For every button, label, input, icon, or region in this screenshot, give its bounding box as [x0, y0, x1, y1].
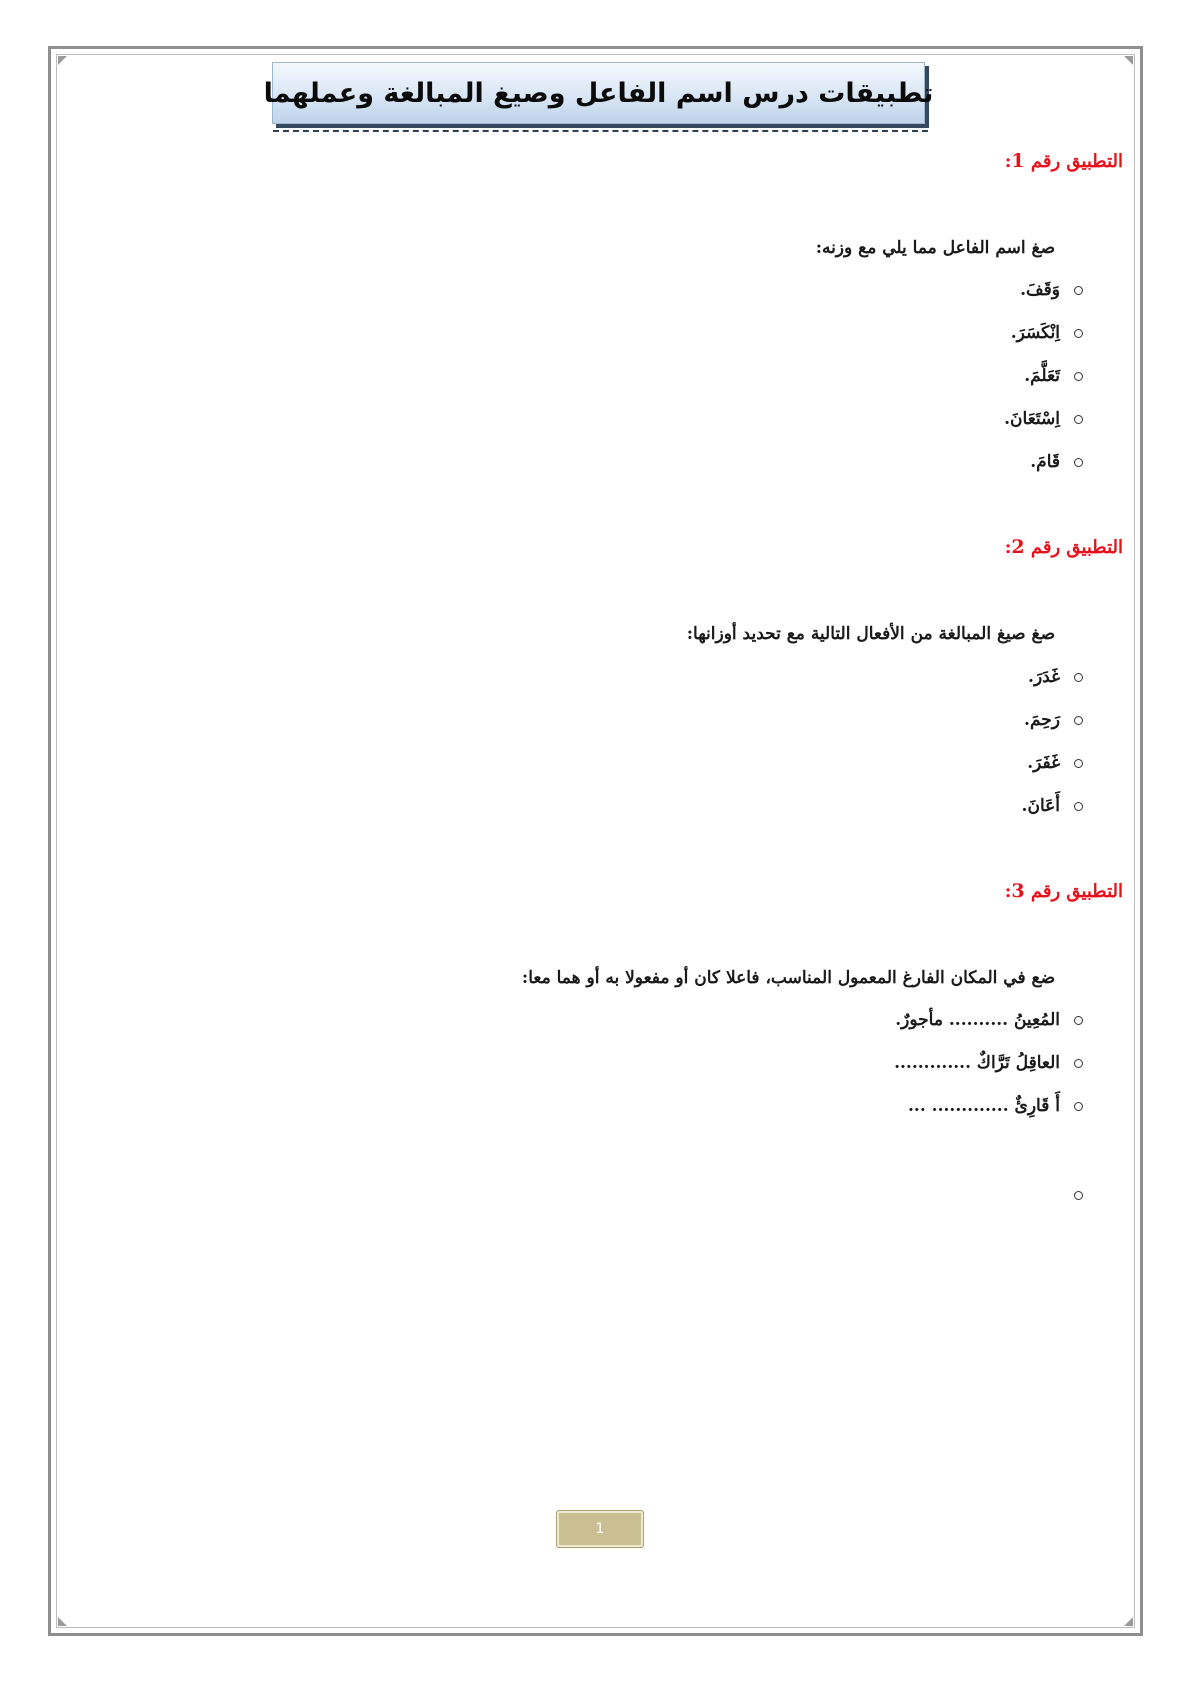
list-item-text: رَحِمَ. [1024, 710, 1060, 730]
circle-bullet-icon [1074, 1191, 1083, 1200]
list-item-text: غَدَرَ. [1028, 667, 1060, 687]
list-item-text: اِسْتَعَانَ. [1004, 409, 1060, 429]
list-item-text: غَفَرَ. [1027, 753, 1060, 773]
section-heading-number: 2 [1011, 536, 1025, 558]
list-item-text: أَعَانَ. [1021, 796, 1060, 816]
page-title: تطبيقات درس اسم الفاعل وصيغ المبالغة وعملهما [263, 77, 934, 109]
list-item [895, 1010, 1083, 1030]
section-2-instruction: صغ صيغ المبالغة من الأفعال التالية مع تحديد أوزانها: [686, 624, 1055, 644]
page-border-inner [56, 54, 1135, 1628]
list-item [894, 1053, 1083, 1073]
list-item-text: قَامَ. [1030, 452, 1060, 472]
circle-bullet-icon [1074, 329, 1083, 338]
list-item-text: تَعَلَّمَ. [1024, 366, 1060, 386]
list-item [1004, 409, 1083, 429]
list-item [1027, 753, 1083, 773]
circle-bullet-icon [1074, 716, 1083, 725]
list-item-text: أَ قَارِئٌ ............. ... [908, 1096, 1060, 1116]
list-item [908, 1096, 1083, 1116]
circle-bullet-icon [1074, 458, 1083, 467]
circle-bullet-icon [1074, 415, 1083, 424]
list-item [1011, 323, 1083, 343]
corner-ornament-bottom-left [58, 1617, 67, 1626]
corner-ornament-top-left [58, 56, 67, 65]
circle-bullet-icon [1074, 1059, 1083, 1068]
list-item-text: العاقِلُ تَرَّاكٌ ............. [894, 1053, 1060, 1073]
section-1-heading: التطبيق رقم 1: [1004, 150, 1123, 172]
circle-bullet-icon [1074, 372, 1083, 381]
title-banner [263, 62, 934, 124]
list-item-text: المُعِينُ .......... مأجورٌ. [895, 1010, 1060, 1030]
list-item [1024, 366, 1083, 386]
section-2-heading: التطبيق رقم 2: [1004, 536, 1123, 558]
circle-bullet-icon [1074, 1102, 1083, 1111]
circle-bullet-icon [1074, 759, 1083, 768]
corner-ornament-bottom-right [1124, 1617, 1133, 1626]
section-heading-number: 3 [1011, 880, 1025, 902]
list-item [1030, 452, 1083, 472]
page-number: 1 [556, 1510, 644, 1548]
section-1-instruction: صغ اسم الفاعل مما يلي مع وزنه: [815, 238, 1055, 258]
section-heading-label: التطبيق رقم [1030, 151, 1123, 172]
section-heading-label: التطبيق رقم [1030, 537, 1123, 558]
circle-bullet-icon [1074, 673, 1083, 682]
circle-bullet-icon [1074, 286, 1083, 295]
list-item-text: وَقَفَ. [1020, 280, 1060, 300]
section-heading-label: التطبيق رقم [1030, 881, 1123, 902]
section-heading-number: 1 [1011, 150, 1025, 172]
list-item [1024, 710, 1083, 730]
list-item [1022, 796, 1083, 816]
corner-ornament-top-right [1124, 56, 1133, 65]
list-item [1028, 667, 1083, 687]
list-item [1020, 280, 1083, 300]
circle-bullet-icon [1074, 802, 1083, 811]
section-3-instruction: ضع في المكان الفارغ المعمول المناسب، فاعلا كان أو مفعولا به أو هما معا: [521, 968, 1055, 988]
list-item-text: اِنْكَسَرَ. [1010, 323, 1060, 343]
section-3-heading: التطبيق رقم 3: [1004, 880, 1123, 902]
circle-bullet-icon [1074, 1016, 1083, 1025]
